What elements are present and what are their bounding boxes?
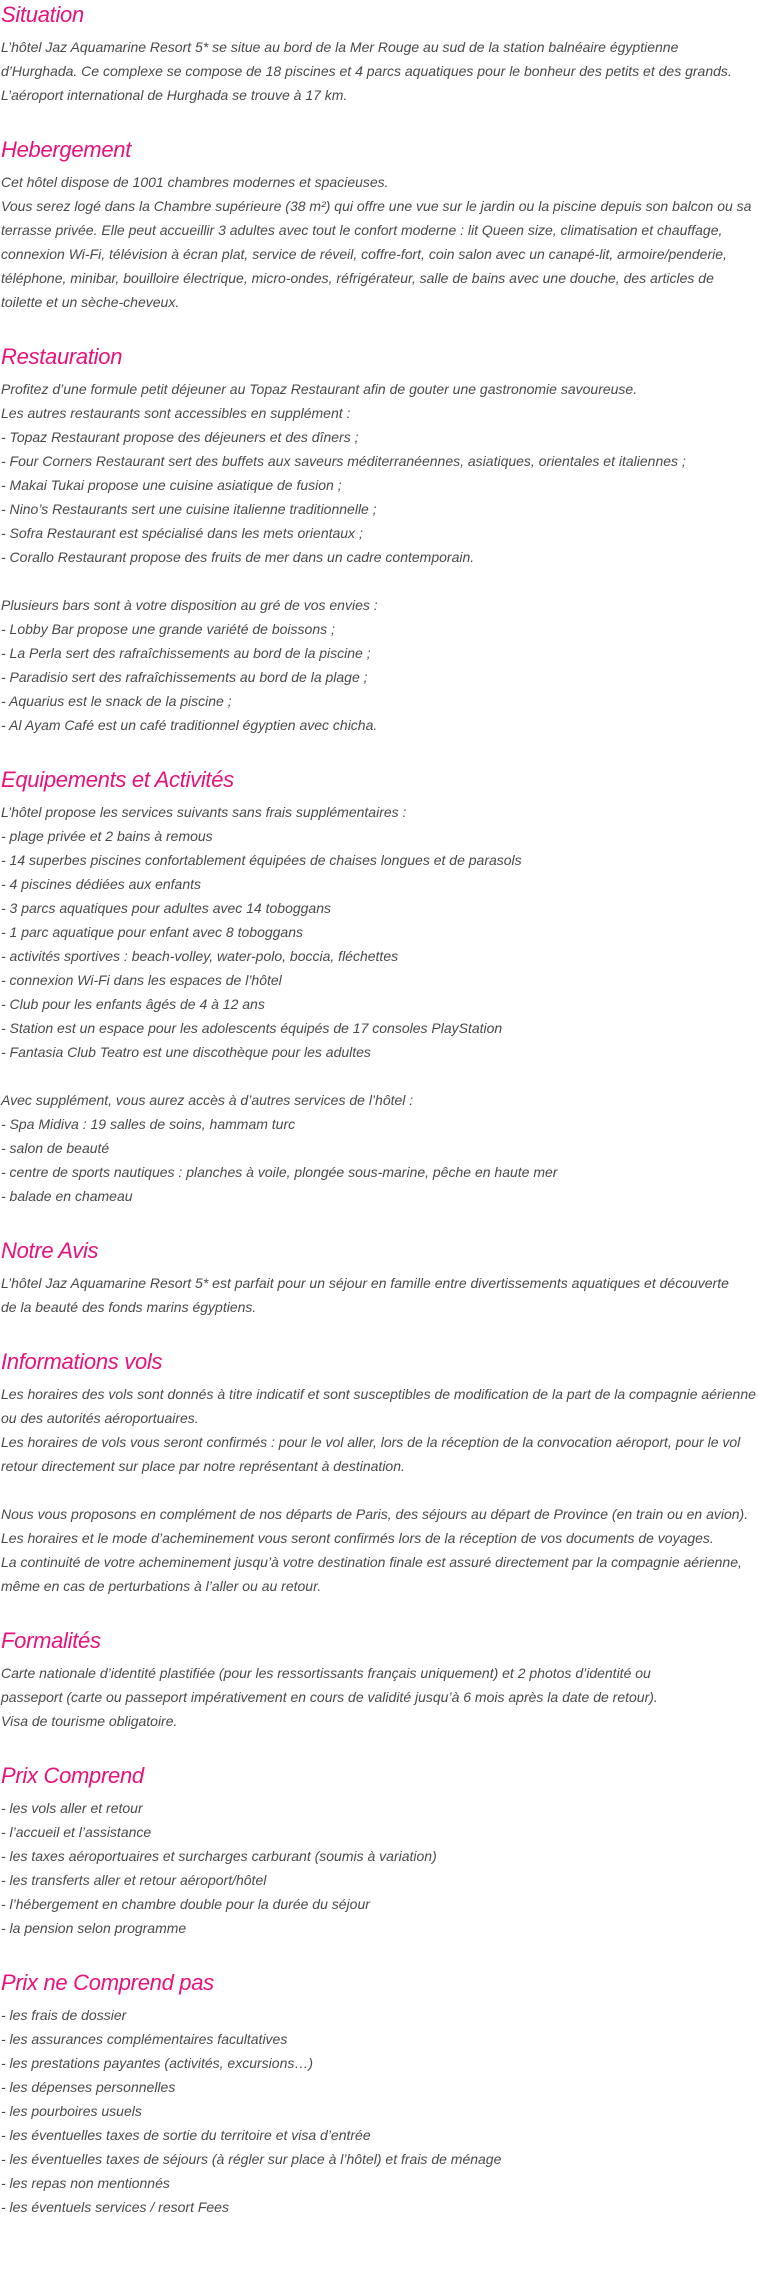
- text-line: - l’hébergement en chambre double pour la durée du séjour: [1, 1896, 370, 1912]
- text-line: passeport (carte ou passeport impérativement en cours de validité jusqu’à 6 mois après la date de retour).: [1, 1689, 658, 1705]
- text-line: d’Hurghada. Ce complexe se compose de 18 piscines et 4 parcs aquatiques pour le bonheur des petits et des grands.: [1, 63, 732, 79]
- section-body: [1, 800, 758, 1208]
- text-line: - Nino’s Restaurants sert une cuisine italienne traditionnelle ;: [1, 501, 377, 517]
- section-body: [1, 1382, 758, 1598]
- text-line: Les horaires des vols sont donnés à titre indicatif et sont susceptibles de modification de la part de la compagnie aérienne: [1, 1386, 756, 1402]
- text-line: - connexion Wi-Fi dans les espaces de l’hôtel: [1, 972, 282, 988]
- text-line: - 3 parcs aquatiques pour adultes avec 14 toboggans: [1, 900, 332, 916]
- text-line: téléphone, minibar, bouilloire électrique, micro-ondes, réfrigérateur, salle de bains avec une douche, des articles de: [1, 270, 714, 286]
- text-line: - les éventuelles taxes de sortie du territoire et visa d’entrée: [1, 2127, 371, 2143]
- text-line: terrasse privée. Elle peut accueillir 3 adultes avec tout le confort moderne : lit Queen size, climatisation et chauffage,: [1, 222, 723, 238]
- text-line: Les horaires de vols vous seront confirmés : pour le vol aller, lors de la réception de la convocation aéroport, pour le vol: [1, 1434, 741, 1450]
- text-line: toilette et un sèche-cheveux.: [1, 294, 180, 310]
- section-notre-avis: [1, 1236, 758, 1319]
- blank-line: [1, 1064, 758, 1088]
- text-line: Profitez d’une formule petit déjeuner au Topaz Restaurant afin de gouter une gastronomie savoureuse.: [1, 381, 638, 397]
- text-line: - les éventuelles taxes de séjours (à régler sur place à l’hôtel) et frais de ménage: [1, 2151, 502, 2167]
- text-line: - activités sportives : beach-volley, water-polo, boccia, fléchettes: [1, 948, 399, 964]
- text-line: - Club pour les enfants âgés de 4 à 12 ans: [1, 996, 265, 1012]
- text-line: - les prestations payantes (activités, excursions…): [1, 2055, 314, 2071]
- text-line: - les transferts aller et retour aéroport/hôtel: [1, 1872, 267, 1888]
- section-title: Prix Comprend: [1, 1763, 144, 1788]
- section-title: Situation: [1, 2, 84, 27]
- text-line: - les taxes aéroportuaires et surcharges carburant (soumis à variation): [1, 1848, 437, 1864]
- section-title: Hebergement: [1, 137, 131, 162]
- text-line: Vous serez logé dans la Chambre supérieure (38 m²) qui offre une vue sur le jardin ou la piscine depuis son balcon ou sa: [1, 198, 752, 214]
- section-prix-ne-comprend-pas: [1, 1968, 758, 2219]
- section-body: [1, 1271, 758, 1319]
- text-line: - Lobby Bar propose une grande variété de boissons ;: [1, 621, 335, 637]
- text-line: - La Perla sert des rafraîchissements au bord de la piscine ;: [1, 645, 371, 661]
- section-hebergement: [1, 135, 758, 314]
- text-line: Nous vous proposons en complément de nos départs de Paris, des séjours au départ de Province (en train ou en avion).: [1, 1506, 749, 1522]
- text-line: - Corallo Restaurant propose des fruits de mer dans un cadre contemporain.: [1, 549, 475, 565]
- section-body: [1, 1661, 758, 1733]
- text-line: connexion Wi-Fi, télévision à écran plat, service de réveil, coffre-fort, coin salon avec un canapé-lit, armoire/penderie,: [1, 246, 727, 262]
- section-formalites: [1, 1626, 758, 1733]
- text-line: - les assurances complémentaires facultatives: [1, 2031, 288, 2047]
- section-body: [1, 35, 758, 107]
- text-line: de la beauté des fonds marins égyptiens.: [1, 1299, 257, 1315]
- text-line: L’aéroport international de Hurghada se trouve à 17 km.: [1, 87, 348, 103]
- section-informations-vols: [1, 1347, 758, 1598]
- text-line: même en cas de perturbations à l’aller ou au retour.: [1, 1578, 322, 1594]
- text-line: - les dépenses personnelles: [1, 2079, 176, 2095]
- section-title: Prix ne Comprend pas: [1, 1970, 214, 1995]
- text-line: - les repas non mentionnés: [1, 2175, 170, 2191]
- text-line: Visa de tourisme obligatoire.: [1, 1713, 178, 1729]
- text-line: - centre de sports nautiques : planches à voile, plongée sous-marine, pêche en haute mer: [1, 1164, 558, 1180]
- text-line: Avec supplément, vous aurez accès à d’autres services de l’hôtel :: [1, 1092, 414, 1108]
- text-line: Carte nationale d’identité plastifiée (pour les ressortissants français uniquement) et 2 photos d’identité ou: [1, 1665, 651, 1681]
- text-line: La continuité de votre acheminement jusqu’à votre destination finale est assuré directement par la compagnie aérienne,: [1, 1554, 742, 1570]
- text-line: - Station est un espace pour les adolescents équipés de 17 consoles PlayStation: [1, 1020, 503, 1036]
- section-body: [1, 170, 758, 314]
- text-line: - plage privée et 2 bains à remous: [1, 828, 213, 844]
- text-line: Les horaires et le mode d’acheminement vous seront confirmés lors de la réception de vos documents de voyages.: [1, 1530, 714, 1546]
- section-body: [1, 1796, 758, 1940]
- text-line: retour directement sur place par notre représentant à destination.: [1, 1458, 405, 1474]
- text-line: - 1 parc aquatique pour enfant avec 8 toboggans: [1, 924, 303, 940]
- text-line: Plusieurs bars sont à votre disposition au gré de vos envies :: [1, 597, 378, 613]
- section-title: Informations vols: [1, 1349, 163, 1374]
- section-title: Formalités: [1, 1628, 101, 1653]
- section-body: [1, 377, 758, 737]
- text-line: - Aquarius est le snack de la piscine ;: [1, 693, 232, 709]
- text-line: - Makai Tukai propose une cuisine asiatique de fusion ;: [1, 477, 342, 493]
- text-line: - Sofra Restaurant est spécialisé dans les mets orientaux ;: [1, 525, 363, 541]
- text-line: - 14 superbes piscines confortablement équipées de chaises longues et de parasols: [1, 852, 522, 868]
- section-prix-comprend: [1, 1761, 758, 1940]
- text-line: - Spa Midiva : 19 salles de soins, hammam turc: [1, 1116, 296, 1132]
- text-line: - salon de beauté: [1, 1140, 110, 1156]
- text-line: - Four Corners Restaurant sert des buffets aux saveurs méditerranéennes, asiatiques, orientales et italiennes ;: [1, 453, 686, 469]
- blank-line: [1, 569, 758, 593]
- section-situation: [1, 0, 758, 107]
- text-line: L’hôtel Jaz Aquamarine Resort 5* se situe au bord de la Mer Rouge au sud de la station balnéaire égyptienne: [1, 39, 679, 55]
- text-line: - Paradisio sert des rafraîchissements au bord de la plage ;: [1, 669, 368, 685]
- section-title: Equipements et Activités: [1, 767, 234, 792]
- text-line: - 4 piscines dédiées aux enfants: [1, 876, 202, 892]
- section-title: Restauration: [1, 344, 123, 369]
- text-line: L’hôtel Jaz Aquamarine Resort 5* est parfait pour un séjour en famille entre divertissements aquatiques et découverte: [1, 1275, 729, 1291]
- text-line: - Al Ayam Café est un café traditionnel égyptien avec chicha.: [1, 717, 378, 733]
- text-line: - balade en chameau: [1, 1188, 133, 1204]
- text-line: Cet hôtel dispose de 1001 chambres modernes et spacieuses.: [1, 174, 389, 190]
- text-line: L’hôtel propose les services suivants sans frais supplémentaires :: [1, 804, 407, 820]
- text-line: Les autres restaurants sont accessibles en supplément :: [1, 405, 351, 421]
- text-line: ou des autorités aéroportuaires.: [1, 1410, 199, 1426]
- section-restauration: [1, 342, 758, 737]
- blank-line: [1, 1478, 758, 1502]
- text-line: - les frais de dossier: [1, 2007, 127, 2023]
- text-line: - Fantasia Club Teatro est une discothèque pour les adultes: [1, 1044, 371, 1060]
- text-line: - Topaz Restaurant propose des déjeuners et des dîners ;: [1, 429, 359, 445]
- text-line: - la pension selon programme: [1, 1920, 187, 1936]
- text-line: - les éventuels services / resort Fees: [1, 2199, 229, 2215]
- section-title: Notre Avis: [1, 1238, 99, 1263]
- text-line: - les pourboires usuels: [1, 2103, 142, 2119]
- text-line: - l’accueil et l’assistance: [1, 1824, 152, 1840]
- text-line: - les vols aller et retour: [1, 1800, 143, 1816]
- section-equipements: [1, 765, 758, 1208]
- section-body: [1, 2003, 758, 2219]
